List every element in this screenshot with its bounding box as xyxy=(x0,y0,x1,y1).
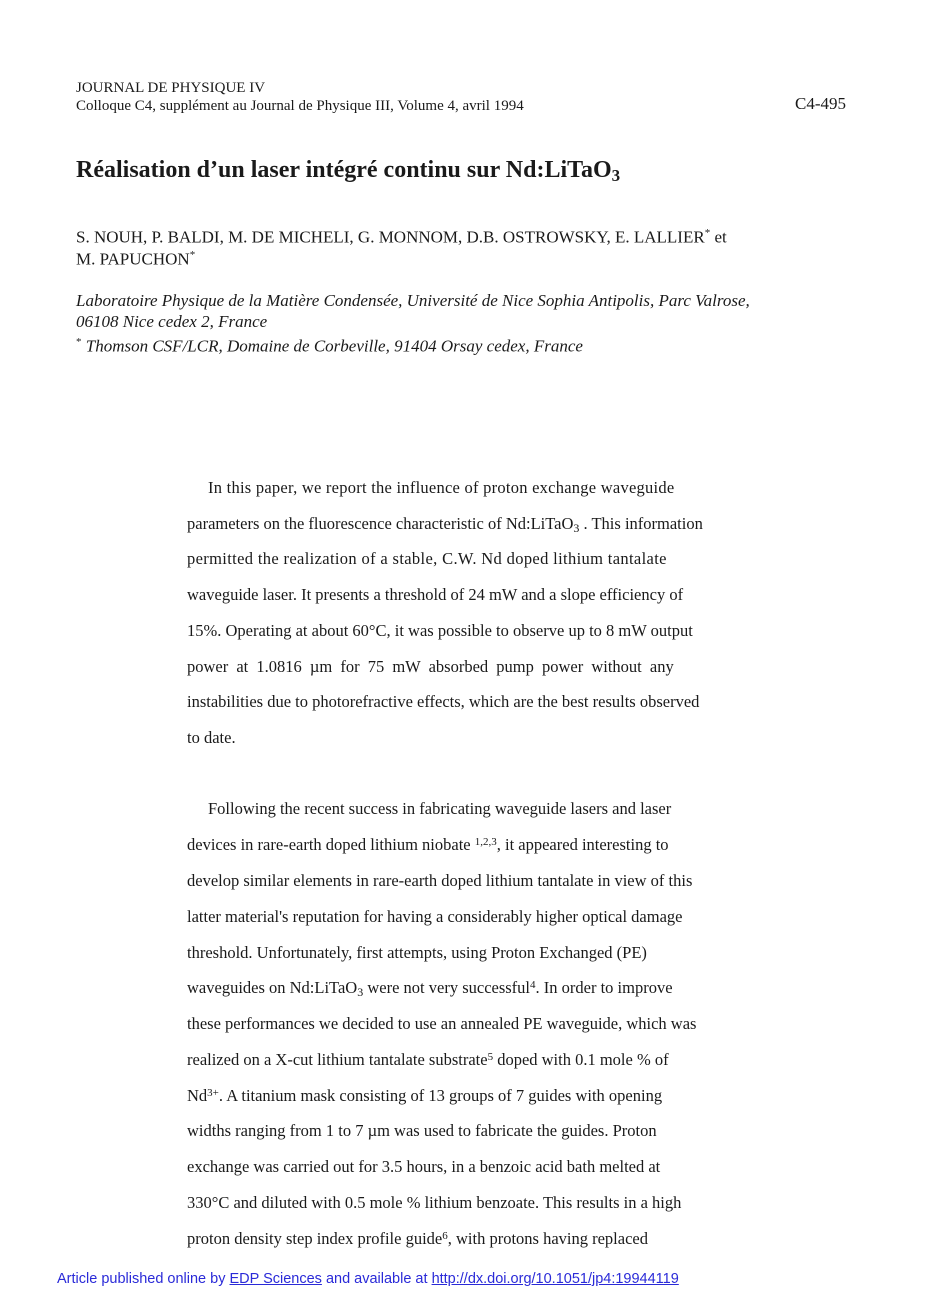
body-text-6c: . In order to improve xyxy=(535,978,673,997)
abstract-line-3: permitted the realization of a stable, C.W. Nd doped lithium tantalate xyxy=(187,549,667,568)
abstract-line-2 xyxy=(187,514,703,536)
ref-6: 6 xyxy=(442,1230,448,1242)
doi-link[interactable]: http://dx.doi.org/10.1051/jp4:19944119 xyxy=(431,1271,679,1287)
body-line-3: develop similar elements in rare-earth doped lithium tantalate in view of this xyxy=(187,871,693,890)
colloque-line: Colloque C4, supplément au Journal de Physique III, Volume 4, avril 1994 xyxy=(76,98,524,114)
body-line-10: widths ranging from 1 to 7 µm was used to fabricate the guides. Proton xyxy=(187,1121,657,1140)
authors-line-1 xyxy=(76,223,727,248)
body-text-8a: realized on a X-cut lithium tantalate substrate xyxy=(187,1050,488,1069)
footer-middle: and available at xyxy=(321,1271,432,1287)
body-text-6b: were not very successful xyxy=(363,978,531,997)
body-line-6 xyxy=(187,978,673,1000)
body-text-8b: doped with 0.1 mole % of xyxy=(493,1050,669,1069)
affiliation-line-1: Laboratoire Physique de la Matière Condensée, Université de Nice Sophia Antipolis, Parc Valrose, xyxy=(76,291,750,310)
body-line-11: exchange was carried out for 3.5 hours, in a benzoic acid bath melted at xyxy=(187,1157,661,1176)
body-text-2a: devices in rare-earth doped lithium niobate xyxy=(187,835,475,854)
abstract-line-5: 15%. Operating at about 60°C, it was possible to observe up to 8 mW output xyxy=(187,621,693,640)
title-subscript: 3 xyxy=(611,166,621,185)
author-star-1: * xyxy=(704,227,711,239)
abstract-line-8: to date. xyxy=(187,728,236,747)
paper-title xyxy=(76,157,620,186)
body-line-1: Following the recent success in fabricating waveguide lasers and laser xyxy=(208,799,672,818)
authors-text-2: M. PAPUCHON xyxy=(76,249,190,269)
abstract-line-4: waveguide laser. It presents a threshold of 24 mW and a slope efficiency of xyxy=(187,585,684,604)
body-line-12: 330°C and diluted with 0.5 mole % lithium benzoate. This results in a high xyxy=(187,1193,682,1212)
body-line-7: these performances we decided to use an annealed PE waveguide, which was xyxy=(187,1014,697,1033)
body-line-13 xyxy=(187,1229,648,1249)
author-star-2: * xyxy=(189,249,196,261)
ref-4: 4 xyxy=(530,979,536,991)
abstract-line-7: instabilities due to photorefractive effects, which are the best results observed xyxy=(187,692,700,711)
authors-et: et xyxy=(710,227,727,247)
body-line-2 xyxy=(187,835,669,855)
body-subscript-6: 3 xyxy=(357,985,364,999)
affiliation-star: * xyxy=(76,336,82,348)
superscript-3plus: 3+ xyxy=(207,1087,219,1099)
body-text-6a: waveguides on Nd:LiTaO xyxy=(187,978,358,997)
page-number: C4-495 xyxy=(795,94,846,113)
ref-5: 5 xyxy=(487,1051,494,1063)
affiliation-text-3: Thomson CSF/LCR, Domaine de Corbeville, 91404 Orsay cedex, France xyxy=(81,336,583,356)
ref-1-2-3: 1,2,3 xyxy=(474,836,497,848)
body-text-9b: . A titanium mask consisting of 13 groups of 7 guides with opening xyxy=(218,1086,663,1105)
body-text-2b: , it appeared interesting to xyxy=(496,835,669,854)
abstract-line-1: In this paper, we report the influence of proton exchange waveguide xyxy=(208,478,675,497)
affiliation-line-3 xyxy=(76,332,583,357)
title-text: Réalisation d’un laser intégré continu sur Nd:LiTaO xyxy=(76,157,612,183)
publisher-link[interactable]: EDP Sciences xyxy=(229,1271,322,1287)
body-line-4: latter material's reputation for having a considerably higher optical damage xyxy=(187,907,683,926)
body-line-9 xyxy=(187,1086,662,1106)
abstract-text-2a: parameters on the fluorescence characteristic of Nd:LiTaO xyxy=(187,514,574,533)
body-line-5: threshold. Unfortunately, first attempts, using Proton Exchanged (PE) xyxy=(187,943,647,962)
affiliation-line-2: 06108 Nice cedex 2, France xyxy=(76,312,268,331)
journal-name: JOURNAL DE PHYSIQUE IV xyxy=(76,80,266,96)
body-text-13b: , with protons having replaced xyxy=(447,1229,648,1248)
footer-note xyxy=(57,1271,679,1287)
abstract-line-6: power at 1.0816 µm for 75 mW absorbed pump power without any xyxy=(187,657,674,676)
body-text-13a: proton density step index profile guide xyxy=(187,1229,443,1248)
footer-prefix: Article published online by xyxy=(57,1271,230,1287)
abstract-text-2b: . This information xyxy=(579,514,703,533)
abstract-subscript: 3 xyxy=(573,521,580,535)
authors-text-1: S. NOUH, P. BALDI, M. DE MICHELI, G. MONNOM, D.B. OSTROWSKY, E. LALLIER xyxy=(76,227,705,247)
authors-line-2 xyxy=(76,245,195,270)
body-text-9a: Nd xyxy=(187,1086,208,1105)
body-line-8 xyxy=(187,1050,669,1070)
